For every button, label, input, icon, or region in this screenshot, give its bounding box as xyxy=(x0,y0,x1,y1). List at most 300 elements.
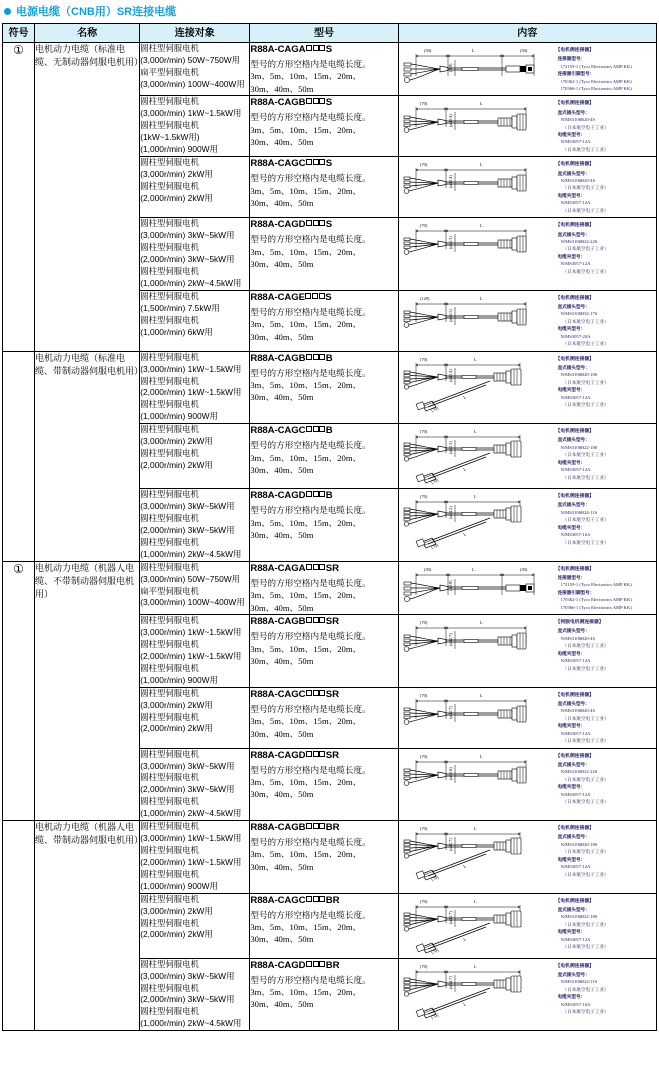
note-label: 电缆夹型号： xyxy=(557,387,586,393)
model-length-line: 30m、40m、50m xyxy=(250,999,314,1010)
model-description: 型号的方形空格内是电缆长度。 xyxy=(250,577,371,588)
table-row xyxy=(3,351,657,424)
note-label: 电缆夹型号： xyxy=(557,723,586,729)
placeholder-box-icon xyxy=(319,426,325,432)
cell-connect-target xyxy=(140,424,250,489)
note-sub: （日本航空电子工业） xyxy=(562,124,609,130)
connect-target-line: 圆柱型伺服电机 xyxy=(140,844,199,855)
note-label: 电缆夹型号： xyxy=(557,132,586,138)
note-sub: （日本航空电子工业） xyxy=(562,849,609,855)
connect-target-line: 圆柱型伺服电机 xyxy=(140,748,199,759)
note-label: 直式插头型号： xyxy=(557,231,590,237)
connect-target-line: (3,000r/min) 3kW~5kW用 xyxy=(140,501,235,512)
cable-diagram-ms-brake xyxy=(402,492,552,550)
note-label: 直式插头型号： xyxy=(557,971,590,977)
note-label: 连接器型号： xyxy=(557,574,586,580)
notes-title: 【电机侧连接器】 xyxy=(555,494,594,500)
model-length-line: 30m、40m、50m xyxy=(250,728,314,739)
svg-text:(120): (120) xyxy=(419,295,430,301)
note-label: 直式插头型号： xyxy=(557,761,590,767)
model-length-line: 3m、5m、10m、15m、20m、 xyxy=(250,452,362,463)
note-value: 170362-1 (Tyco Electronics AMP KK) xyxy=(560,597,632,603)
connect-target-line: 圆柱型伺服电机 xyxy=(140,375,199,386)
connect-target-line: (3,000r/min) 1kW~1.5kW用 xyxy=(140,108,242,119)
diagram-container xyxy=(402,962,554,1020)
placeholder-box-icon xyxy=(313,45,319,51)
note-value: N/MS3057-12A xyxy=(560,261,591,267)
cable-diagram-amp xyxy=(402,565,552,611)
placeholder-box-icon xyxy=(306,45,312,51)
note-value: N/MS3057-16A xyxy=(560,1001,591,1007)
note-sub: （日本航空电子工业） xyxy=(562,318,609,324)
svg-text:(50): (50) xyxy=(423,48,431,53)
model-length-line: 30m、40m、50m xyxy=(250,83,314,94)
note-value: 170362-1 (Tyco Electronics AMP KK) xyxy=(560,78,632,84)
placeholder-box-icon xyxy=(306,354,312,360)
svg-text:L: L xyxy=(479,223,483,229)
cell-connect-target xyxy=(140,290,250,351)
connect-target-line: (3,000r/min) 2kW用 xyxy=(140,699,213,710)
placeholder-box-icon xyxy=(319,896,325,902)
connect-target-line: 圆柱型伺服电机 xyxy=(140,218,199,229)
connect-target-line: 圆柱型伺服电机 xyxy=(140,868,199,879)
diagram-container xyxy=(402,752,554,798)
connector-notes xyxy=(556,355,654,409)
placeholder-box-icon xyxy=(313,823,319,829)
cell-connect-target xyxy=(140,958,250,1031)
model-description: 型号的方形空格内是电缆长度。 xyxy=(250,440,371,451)
cell-content xyxy=(398,958,656,1031)
connector-notes xyxy=(556,427,654,481)
bullet-icon xyxy=(4,8,11,15)
cell-content xyxy=(398,561,656,614)
svg-text:L: L xyxy=(471,48,475,53)
notes-title: 【电机侧连接器】 xyxy=(555,429,594,435)
note-label: 连接器引脚型号： xyxy=(557,589,595,595)
note-value: N/MS3057-12A xyxy=(560,864,591,870)
model-length-line: 30m、40m、50m xyxy=(250,259,314,270)
connect-target-line: 圆柱型伺服电机 xyxy=(140,561,199,572)
cable-diagram-ms xyxy=(402,618,552,664)
diagram-container xyxy=(402,897,554,955)
notes-title: 【电机侧连接器】 xyxy=(555,826,594,832)
note-label: 连接器型号： xyxy=(557,56,586,62)
model-code: R88A-CAGE S xyxy=(250,291,332,303)
svg-text:(ø63.5): (ø63.5) xyxy=(447,308,453,322)
cell-cable-name: 电机动力电缆（机器人电缆、带制动器伺服电机用） xyxy=(35,821,140,1031)
model-length-line: 30m、40m、50m xyxy=(250,655,314,666)
cell-connect-target xyxy=(140,489,250,562)
placeholder-box-icon xyxy=(313,98,319,104)
cell-content xyxy=(398,489,656,562)
connect-target-line: (1,000r/min) 2kW~4.5kW用 xyxy=(140,277,242,288)
note-value: 170366-1 (Tyco Electronics AMP KK) xyxy=(560,86,632,92)
cable-diagram-ms-brake xyxy=(402,355,552,413)
cell-model xyxy=(250,821,398,894)
connect-target-line: (3,000r/min) 1kW~1.5kW用 xyxy=(140,627,242,638)
connector-notes xyxy=(556,824,654,878)
cell-model xyxy=(250,893,398,958)
connect-target-line: (2,000r/min) 2kW用 xyxy=(140,723,213,734)
connect-target-line: (3,000r/min) 1kW~1.5kW用 xyxy=(140,833,242,844)
diagram-container xyxy=(402,618,554,664)
notes-title: 【电机侧连接器】 xyxy=(555,162,594,168)
model-description: 型号的方形空格内是电缆长度。 xyxy=(250,306,371,317)
note-sub: （日本航空电子工业） xyxy=(562,146,609,152)
svg-text:(70): (70) xyxy=(430,542,439,551)
cell-connect-target xyxy=(140,615,250,688)
svg-text:(ø54.7): (ø54.7) xyxy=(447,975,453,989)
cell-model xyxy=(250,43,398,96)
model-length-line: 30m、40m、50m xyxy=(250,602,314,613)
connect-target-line: 圆柱型伺服电机 xyxy=(140,821,199,832)
connect-target-line: (3,000r/min) 3kW~5kW用 xyxy=(140,970,235,981)
connect-target-line: 圆柱型伺服电机 xyxy=(140,711,199,722)
connect-target-line: (1kW~1.5kW用) xyxy=(140,132,200,143)
notes-title: 【伺服电机侧连接器】 xyxy=(555,620,604,626)
diagram-container xyxy=(402,824,554,882)
placeholder-box-icon xyxy=(319,564,325,570)
model-length-line: 3m、5m、10m、15m、20m、 xyxy=(250,71,362,82)
table-row xyxy=(3,561,657,614)
cell-content xyxy=(398,157,656,218)
svg-text:(ø42.7): (ø42.7) xyxy=(447,910,453,924)
connect-target-line: 圆柱型伺服电机 xyxy=(140,265,199,276)
note-sub: （日本航空电子工业） xyxy=(562,379,609,385)
connector-notes xyxy=(556,160,654,214)
svg-text:L: L xyxy=(462,863,467,870)
model-length-line: 3m、5m、10m、15m、20m、 xyxy=(250,776,362,787)
note-label: 电缆夹型号： xyxy=(557,326,586,332)
connect-target-line: (3,000r/min) 3kW~5kW用 xyxy=(140,230,235,241)
note-sub: （日本航空电子工业） xyxy=(562,207,609,213)
placeholder-box-icon xyxy=(312,293,318,299)
note-sub: （日本航空电子工业） xyxy=(562,665,609,671)
placeholder-box-icon xyxy=(319,690,325,696)
model-length-line: 30m、40m、50m xyxy=(250,861,314,872)
model-description: 型号的方形空格内是电缆长度。 xyxy=(250,112,371,123)
svg-text:L: L xyxy=(462,393,467,400)
svg-text:(70): (70) xyxy=(419,620,427,626)
connect-target-line: 圆柱型伺服电机 xyxy=(140,796,199,807)
svg-text:(ø40.4): (ø40.4) xyxy=(447,175,453,189)
svg-text:L: L xyxy=(462,935,467,942)
svg-text:(70): (70) xyxy=(419,162,427,168)
connect-target-line: (3,000r/min) 2kW用 xyxy=(140,436,213,447)
cable-diagram-ms xyxy=(402,691,552,737)
connector-notes xyxy=(556,294,654,348)
svg-text:(50): (50) xyxy=(519,566,527,572)
note-sub: （日本航空电子工业） xyxy=(562,539,609,545)
col-header-symbol: 符号 xyxy=(3,24,35,43)
connect-target-line: (2,000r/min) 1kW~1.5kW用 xyxy=(140,856,242,867)
model-description: 型号的方形空格内是电缆长度。 xyxy=(250,234,371,245)
cell-model xyxy=(250,424,398,489)
note-sub: （日本航空电子工业） xyxy=(562,341,609,347)
table-row xyxy=(3,43,657,96)
cable-diagram-ms xyxy=(402,99,552,145)
note-label: 电缆夹型号： xyxy=(557,994,586,1000)
model-code: R88A-CAGC BR xyxy=(250,894,340,906)
svg-text:(ø42.7): (ø42.7) xyxy=(447,633,453,647)
connect-target-line: (1,000r/min) 900W用 xyxy=(140,411,218,422)
note-sub: （日本航空电子工业） xyxy=(562,643,609,649)
note-sub: （日本航空电子工业） xyxy=(562,452,609,458)
notes-title: 【电机侧连接器】 xyxy=(555,692,594,698)
placeholder-box-icon xyxy=(319,293,325,299)
connect-target-line: (2,000r/min) 1kW~1.5kW用 xyxy=(140,387,242,398)
model-description: 型号的方形空格内是电缆长度。 xyxy=(250,837,371,848)
connect-target-line: 圆柱型伺服电机 xyxy=(140,615,199,626)
placeholder-box-icon xyxy=(306,98,312,104)
svg-text:(50): (50) xyxy=(423,566,431,572)
placeholder-box-icon xyxy=(319,961,325,967)
connect-target-line: 圆柱型伺服电机 xyxy=(140,639,199,650)
note-label: 电缆夹型号： xyxy=(557,459,586,465)
model-description: 型号的方形空格内是电缆长度。 xyxy=(250,58,371,69)
connect-target-line: 圆柱型伺服电机 xyxy=(140,120,199,131)
cell-model xyxy=(250,958,398,1031)
svg-text:(70): (70) xyxy=(419,429,427,435)
model-length-line: 30m、40m、50m xyxy=(250,934,314,945)
svg-text:(70): (70) xyxy=(419,898,427,904)
note-label: 直式插头型号： xyxy=(557,628,590,634)
note-value: N/MS3106B22-18S xyxy=(560,444,598,450)
model-length-line: 3m、5m、10m、15m、20m、 xyxy=(250,987,362,998)
placeholder-box-icon xyxy=(319,491,325,497)
note-label: 电缆夹型号： xyxy=(557,929,586,935)
svg-text:(70): (70) xyxy=(430,874,439,883)
placeholder-box-icon xyxy=(313,491,319,497)
connect-target-line: (1,000r/min) 900W用 xyxy=(140,144,218,155)
svg-text:(8.8): (8.8) xyxy=(447,63,453,72)
note-sub: （日本航空电子工业） xyxy=(562,871,609,877)
model-length-line: 3m、5m、10m、15m、20m、 xyxy=(250,643,362,654)
note-value: N/MS3106B20-4S xyxy=(560,708,596,714)
connect-target-line: 圆柱型伺服电机 xyxy=(140,448,199,459)
connect-target-line: (1,000r/min) 900W用 xyxy=(140,880,218,891)
note-value: N/MS3057-12A xyxy=(560,394,591,400)
cell-symbol: ① xyxy=(3,561,35,820)
model-code: R88A-CAGB BR xyxy=(250,822,340,834)
connect-target-line: (2,000r/min) 3kW~5kW用 xyxy=(140,254,235,264)
note-value: N/MS3057-16A xyxy=(560,532,591,538)
note-value: N/MS3106B24-11S xyxy=(560,979,598,985)
svg-text:(ø54.2): (ø54.2) xyxy=(447,506,453,520)
svg-text:(70): (70) xyxy=(419,223,427,229)
placeholder-box-icon xyxy=(306,617,312,623)
diagram-container xyxy=(402,221,554,267)
cell-model xyxy=(250,561,398,614)
note-label: 电缆夹型号： xyxy=(557,784,586,790)
note-label: 直式插头型号： xyxy=(557,109,590,115)
model-code: R88A-CAGA S xyxy=(250,44,333,55)
notes-title: 【电机侧连接器】 xyxy=(555,356,594,362)
cell-connect-target xyxy=(140,157,250,218)
placeholder-box-icon xyxy=(306,159,312,165)
svg-text:L: L xyxy=(473,356,477,362)
notes-title: 【电机侧连接器】 xyxy=(555,963,594,969)
page-heading xyxy=(0,0,659,23)
note-label: 电缆夹型号： xyxy=(557,192,586,198)
placeholder-box-icon xyxy=(313,426,319,432)
model-code: R88A-CAGD SR xyxy=(250,749,339,761)
svg-text:(70): (70) xyxy=(430,477,439,486)
connect-target-line: (2,000r/min) 3kW~5kW用 xyxy=(140,524,235,535)
placeholder-box-icon xyxy=(306,823,312,829)
cell-model xyxy=(250,218,398,291)
connector-notes xyxy=(556,752,654,806)
placeholder-box-icon xyxy=(319,220,325,226)
model-length-line: 3m、5m、10m、15m、20m、 xyxy=(250,922,362,933)
model-description: 型号的方形空格内是电缆长度。 xyxy=(250,764,371,775)
svg-text:(ø50.6): (ø50.6) xyxy=(447,766,453,780)
cell-model xyxy=(250,489,398,562)
cell-model xyxy=(250,290,398,351)
cell-content xyxy=(398,893,656,958)
note-label: 电缆夹型号： xyxy=(557,650,586,656)
connect-target-line: (3,000r/min) 1kW~1.5kW用 xyxy=(140,363,242,374)
model-code: R88A-CAGC B xyxy=(250,425,333,437)
connect-target-line: (2,000r/min) 1kW~1.5kW用 xyxy=(140,650,242,661)
cable-diagram-ms xyxy=(402,752,552,798)
connect-target-line: 圆柱型伺服电机 xyxy=(140,893,199,904)
notes-title: 【电机侧连接器】 xyxy=(555,898,594,904)
note-value: N/MS3057-12A xyxy=(560,936,591,942)
notes-title: 【电机侧连接器】 xyxy=(555,566,594,572)
cell-connect-target xyxy=(140,218,250,291)
svg-text:(70): (70) xyxy=(430,947,439,955)
connect-target-line: 圆柱型伺服电机 xyxy=(140,1006,199,1017)
connect-target-line: (2,000r/min) 2kW用 xyxy=(140,929,213,940)
connector-notes xyxy=(556,46,654,92)
svg-text:(70): (70) xyxy=(419,494,427,500)
cable-spec-table xyxy=(2,23,657,1031)
diagram-container xyxy=(402,565,554,611)
note-value: N/MS3106B24-11S xyxy=(560,509,598,515)
note-label: 直式插头型号： xyxy=(557,906,590,912)
col-header-model: 型号 xyxy=(250,24,398,43)
cell-connect-target xyxy=(140,351,250,424)
model-code: R88A-CAGD S xyxy=(250,219,333,231)
note-sub: （日本航空电子工业） xyxy=(562,185,609,191)
placeholder-box-icon xyxy=(313,354,319,360)
connector-notes xyxy=(556,962,654,1016)
model-code: R88A-CAGC SR xyxy=(250,688,339,700)
connector-notes xyxy=(556,221,654,275)
note-value: N/MS3106B32-17S xyxy=(560,311,598,317)
svg-text:L: L xyxy=(462,531,467,538)
cell-model xyxy=(250,748,398,821)
placeholder-box-icon xyxy=(319,159,325,165)
connect-target-line: 圆柱型伺服电机 xyxy=(140,157,199,168)
cable-diagram-ms xyxy=(402,221,552,267)
placeholder-box-icon xyxy=(306,690,312,696)
diagram-container xyxy=(402,99,554,145)
model-description: 型号的方形空格内是电缆长度。 xyxy=(250,367,371,378)
connect-target-line: 圆柱型伺服电机 xyxy=(140,772,199,783)
note-value: N/MS3057-12A xyxy=(560,730,591,736)
cell-content xyxy=(398,290,656,351)
note-sub: （日本航空电子工业） xyxy=(562,986,609,992)
table-row xyxy=(3,821,657,894)
cell-content xyxy=(398,96,656,157)
cell-connect-target xyxy=(140,687,250,748)
note-label: 电缆夹型号： xyxy=(557,253,586,259)
connect-target-line: (3,000r/min) 50W~750W用 xyxy=(140,573,241,584)
model-length-line: 3m、5m、10m、15m、20m、 xyxy=(250,380,362,391)
cell-model xyxy=(250,157,398,218)
connect-target-line: 圆柱型伺服电机 xyxy=(140,43,199,53)
cell-cable-name: 电机动力电缆（标准电缆、无制动器伺服电机用） xyxy=(35,43,140,352)
notes-title: 【电机侧连接器】 xyxy=(555,753,594,759)
cell-connect-target xyxy=(140,893,250,958)
connector-notes xyxy=(556,492,654,546)
connect-target-line: 扁平型伺服电机 xyxy=(140,585,199,596)
cable-diagram-amp xyxy=(402,46,552,92)
model-code: R88A-CAGB S xyxy=(250,97,333,109)
svg-text:(50): (50) xyxy=(519,48,527,53)
model-description: 型号的方形空格内是电缆长度。 xyxy=(250,173,371,184)
connector-notes xyxy=(556,618,654,672)
connect-target-line: 圆柱型伺服电机 xyxy=(140,242,199,253)
connect-target-line: (3,000r/min) 50W~750W用 xyxy=(140,54,241,65)
connect-target-line: 圆柱型伺服电机 xyxy=(140,958,199,969)
svg-text:(70): (70) xyxy=(419,753,427,759)
connector-notes xyxy=(556,565,654,611)
connect-target-line: (1,000r/min) 6kW用 xyxy=(140,326,213,337)
note-value: N/MS3106B20-4S xyxy=(560,635,596,641)
model-length-line: 3m、5m、10m、15m、20m、 xyxy=(250,319,362,330)
model-code: R88A-CAGB SR xyxy=(250,616,339,628)
connect-target-line: 圆柱型伺服电机 xyxy=(140,290,199,301)
svg-text:(70): (70) xyxy=(419,692,427,698)
connect-target-line: (2,000r/min) 2kW用 xyxy=(140,193,213,204)
note-value: N/MS3106B20-4S xyxy=(560,117,596,123)
placeholder-box-icon xyxy=(306,961,312,967)
placeholder-box-icon xyxy=(319,823,325,829)
note-label: 电缆夹型号： xyxy=(557,524,586,530)
note-label: 直式插头型号： xyxy=(557,834,590,840)
placeholder-box-icon xyxy=(313,220,319,226)
model-length-line: 3m、5m、10m、15m、20m、 xyxy=(250,246,362,257)
connect-target-line: (1,000r/min) 2kW~4.5kW用 xyxy=(140,1018,242,1029)
svg-text:L: L xyxy=(479,162,483,168)
svg-text:L: L xyxy=(473,429,477,435)
note-value: N/MS3057-12A xyxy=(560,139,591,145)
diagram-container xyxy=(402,294,554,340)
note-sub: （日本航空电子工业） xyxy=(562,474,609,480)
placeholder-box-icon xyxy=(313,690,319,696)
model-length-line: 30m、40m、50m xyxy=(250,331,314,342)
cell-content xyxy=(398,218,656,291)
placeholder-box-icon xyxy=(313,617,319,623)
model-code: R88A-CAGA SR xyxy=(250,562,339,574)
note-value: 172159-1 (Tyco Electronics AMP KK) xyxy=(560,63,632,69)
diagram-container xyxy=(402,160,554,206)
placeholder-box-icon xyxy=(313,564,319,570)
cell-content xyxy=(398,351,656,424)
placeholder-box-icon xyxy=(305,293,311,299)
model-code: R88A-CAGD B xyxy=(250,490,333,502)
model-length-line: 30m、40m、50m xyxy=(250,530,314,540)
model-description: 型号的方形空格内是电缆长度。 xyxy=(250,505,371,516)
cell-symbol: ① xyxy=(3,43,35,352)
note-sub: （日本航空电子工业） xyxy=(562,715,609,721)
note-sub: （日本航空电子工业） xyxy=(562,268,609,274)
placeholder-box-icon xyxy=(313,159,319,165)
cell-content xyxy=(398,615,656,688)
